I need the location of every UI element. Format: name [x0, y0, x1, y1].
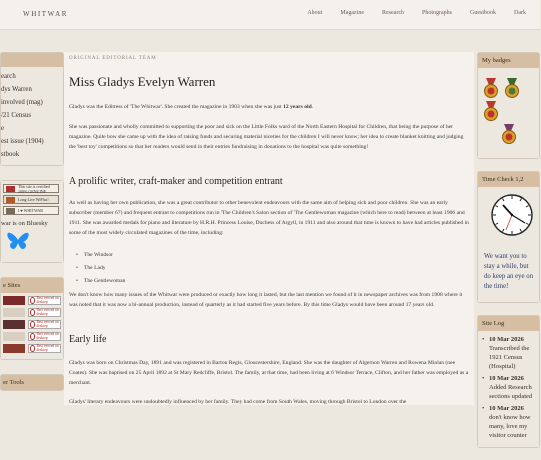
list-item: • The Windsor: [76, 249, 125, 262]
desktop-warning: Best viewed on desktop: [28, 344, 61, 353]
butterfly-icon: [7, 231, 29, 251]
no-mobile-icon: [30, 309, 35, 316]
menu-item-get-involved[interactable]: involved (mag): [1, 99, 43, 106]
nav-link-magazine[interactable]: Magazine: [340, 10, 364, 16]
badges-header: My badges: [478, 53, 539, 68]
main-content: [64, 52, 474, 405]
menu-item-e[interactable]: e: [1, 125, 5, 132]
log-entry: • 10 Mar 2026 Added Research sections updated: [480, 374, 539, 401]
menu-item-gladys-warren[interactable]: dys Warren: [1, 86, 32, 93]
medal-badge-icon[interactable]: [482, 78, 500, 98]
nav-link-dark-mode[interactable]: Dark: [514, 10, 526, 16]
medal-badge-icon[interactable]: [482, 101, 500, 121]
sites-list: [1, 293, 63, 359]
bluesky-text: war is on Bluesky: [1, 218, 63, 227]
flag-icon: [6, 197, 15, 203]
medal-badge-icon[interactable]: [503, 78, 521, 98]
site-row[interactable]: [3, 320, 61, 329]
early-life-paragraph: Gladys was born on Christmas Day, 1891 and was registered in Barton Regis, Gloucestershire, England. She was the daughter of Algernon Warren and Rowena Minlan (nee Coates). She was baptised on 25 April 1892 at St Mary Redcliffe, Bristol. The family, at that time, had been living at 6 Windsor Terrace, Clifton, and her father was employed as a merchant.: [69, 360, 469, 386]
right-sidebar: [477, 52, 540, 460]
site-thumbnail: [3, 296, 25, 305]
section-eyebrow: ORIGINAL EDITORIAL TEAM: [69, 56, 157, 61]
menu-item-census[interactable]: /21 Census: [1, 112, 32, 119]
writer-paragraph: As well as having her own publication, she was a great contributor to other benevolent endeavours with the same aim of helping sick and poor children. She was an early subscriber (member 67) and frequent entrant to competitions run in 'The Children's Salon section of 'The Gentlewoman magazine (which here to read) between at least 1906 and 1911. She was awarded medals for piano and literature by H.R.H. Princess Louise, Duchess of Argyll, in 1911 and also around that time is known to have had articles published in some of the most widely circulated magazines of the time, including:: [69, 200, 469, 236]
sites-header: e Sites: [1, 278, 63, 293]
menu-item-search[interactable]: earch: [1, 73, 16, 80]
menu-item-latest-issue[interactable]: est issue (1904): [1, 138, 44, 145]
left-menu: [1, 67, 63, 165]
purpose-paragraph: She was passionate and wholly committed to supporting the poor and sick on the Little Folks ward of the North Eastern Hospital for Children, that being the purpose of her magazine. Quite how she came up with the idea of raising funds and securing material niceties for the children I will never know; her idea to create blanket knitting and judging the 'best toy' competitions so that her readers would send in their entries fundraising in donations to the hospital was quite something!: [69, 124, 464, 150]
mini-badges: [1, 181, 63, 218]
badges-grid: [478, 68, 539, 158]
site-row[interactable]: [3, 332, 61, 341]
clock-icon: [484, 193, 541, 237]
top-navigation: [0, 0, 540, 30]
log-entry: • 10 Mar 2026 Transcribed the 1921 Census (Hospital): [480, 335, 539, 371]
tools-panel: [0, 374, 64, 391]
nav-link-research[interactable]: Research: [382, 10, 404, 16]
nav-link-photographs[interactable]: Photographs: [422, 10, 452, 16]
log-entry: • 10 Mar 2026 don't know how many, love my visitor counter: [480, 404, 539, 440]
page-title: Miss Gladys Evelyn Warren: [69, 74, 216, 89]
nav-link-about[interactable]: About: [307, 10, 323, 16]
site-thumbnail: [3, 308, 25, 317]
wiplus-badge[interactable]: Long Live WiPlus!: [3, 195, 59, 204]
badges-panel: [477, 52, 540, 159]
desktop-warning: Best viewed on desktop: [28, 296, 61, 305]
clock-message: We want you to stay a while, but do keep an eye on the time!: [478, 250, 539, 302]
tools-header: er Tools: [1, 375, 63, 390]
left-badges-panel: [0, 180, 64, 263]
clock-panel: [477, 171, 540, 303]
desktop-warning: Best viewed on desktop: [28, 320, 61, 329]
site-log-header: Site Log: [478, 316, 539, 331]
bluesky-link[interactable]: [1, 227, 63, 262]
analog-clock: [478, 187, 539, 250]
heading-writer: A prolific writer, craft-maker and competition entrant: [69, 176, 283, 187]
desktop-warning: Best viewed on desktop: [28, 308, 61, 317]
site-brand[interactable]: WHITWAR: [23, 10, 69, 18]
list-item: • The Lady: [76, 262, 125, 275]
stamp-icon: [6, 186, 15, 192]
site-log-list: [478, 331, 539, 447]
no-mobile-icon: [30, 297, 35, 304]
genuine-badge[interactable]: This site is certified 100% GENUINE: [3, 184, 59, 193]
publication-list: [76, 249, 125, 288]
literary-paragraph: Gladys' literary endeavours were undoubtedly influenced by her family. They had come from South Wales, moving through Bristol to London over the: [69, 399, 407, 405]
left-sidebar: [0, 52, 64, 405]
intro-paragraph: Gladys was the Editress of 'The Whitwar'. She created the magazine in 1903 when she was just 12 years old.: [69, 104, 314, 110]
whitwar-badge[interactable]: I ♥ WHITWAR: [3, 206, 59, 215]
site-row[interactable]: [3, 344, 61, 353]
nav-links: [289, 10, 526, 16]
site-row[interactable]: [3, 308, 61, 317]
site-thumbnail: [3, 320, 25, 329]
no-mobile-icon: [30, 321, 35, 328]
site-row[interactable]: [3, 296, 61, 305]
desktop-warning: Best viewed on desktop: [28, 332, 61, 341]
no-mobile-icon: [30, 345, 35, 352]
no-mobile-icon: [30, 333, 35, 340]
site-thumbnail: [3, 332, 25, 341]
menu-item-guestbook[interactable]: stbook: [1, 151, 20, 158]
left-menu-header: [1, 53, 63, 67]
nav-link-guestbook[interactable]: Guestbook: [470, 10, 496, 16]
left-menu-panel: [0, 52, 64, 166]
heading-early-life: Early life: [69, 334, 107, 345]
clock-header: Time Check 1,2: [478, 172, 539, 187]
list-item: • The Gentlewoman: [76, 275, 125, 288]
medal-badge-icon[interactable]: [500, 124, 518, 144]
site-thumbnail: [3, 344, 25, 353]
sites-panel: [0, 277, 64, 360]
issues-paragraph: We don't know how many issues of the Whitwar were produced or exactly how long it lasted, but the last mention we found of it in newspaper archives was from 1908 where it was noted that it was now a bi-annual production, instead of quarterly as it had started five years before. By this time Gladys would have been around 17 years old.: [69, 292, 463, 308]
heart-icon: [6, 208, 15, 214]
site-log-panel: [477, 315, 540, 448]
